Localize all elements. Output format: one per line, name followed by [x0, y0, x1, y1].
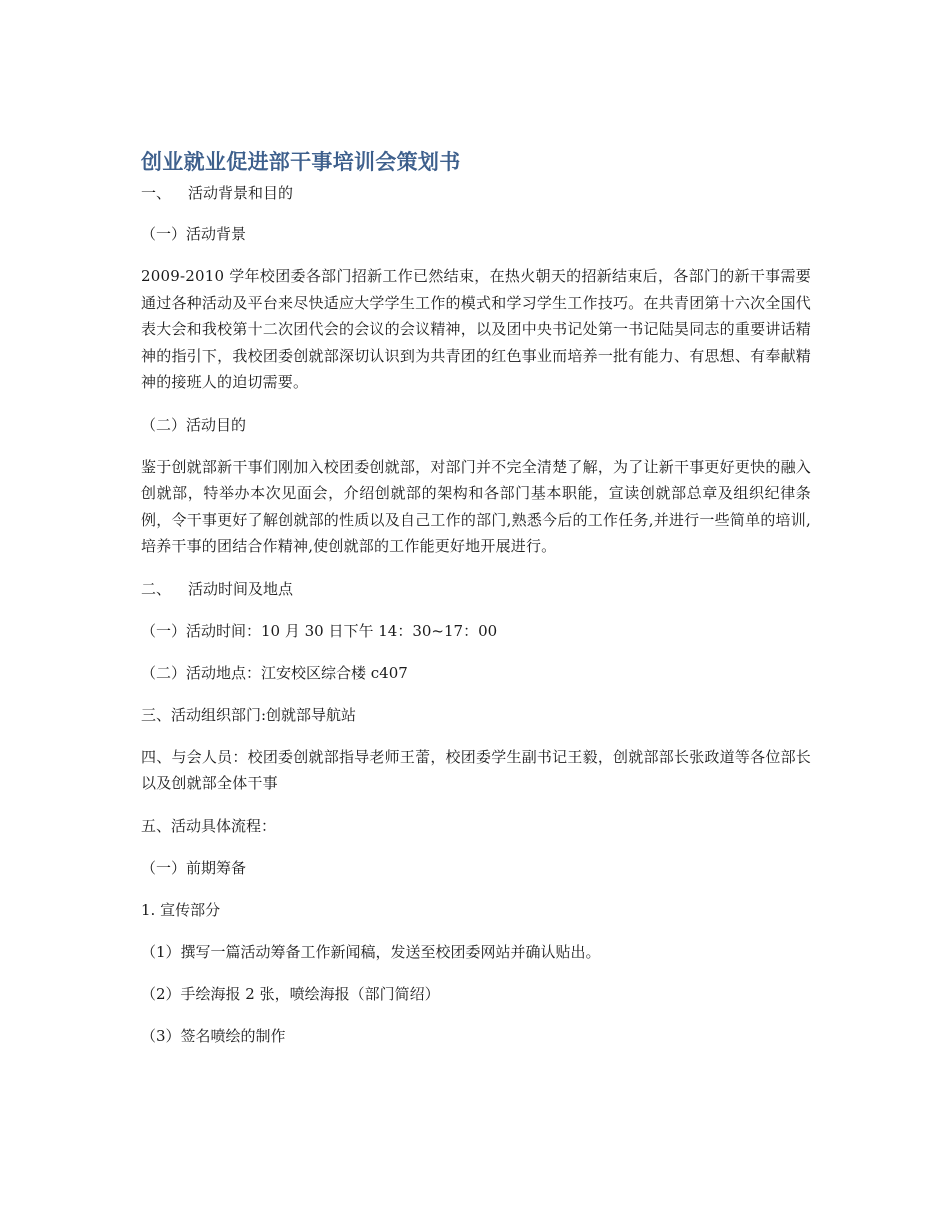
- background-paragraph: 2009-2010 学年校团委各部门招新工作已然结束，在热火朝天的招新结束后，各部门的新干事需要通过各种活动及平台来尽快适应大学学生工作的模式和学习学生工作技巧。在共青团第十六次全国代表大会和我校第十二次团代会的会议的会议精神，以及团中央书记处第一书记陆昊同志的重要讲话精神的指引下，我校团委创就部深切认识到为共青团的红色事业而培养一批有能力、有思想、有奉献精神的接班人的迫切需要。: [141, 267, 811, 391]
- activity-place: （二）活动地点：江安校区综合楼 c407: [141, 663, 408, 682]
- purpose-paragraph: 鉴于创就部新干事们刚加入校团委创就部，对部门并不完全清楚了解，为了让新干事更好更快的融入创就部，特举办本次见面会，介绍创就部的架构和各部门基本职能，宣读创就部总章及组织纪律条例，令干事更好了解创就部的性质以及自己工作的部门,熟悉今后的工作任务,并进行一些简单的培训,培养干事的团结合作精神,使创就部的工作能更好地开展进行。: [141, 457, 811, 555]
- section-5-process: 五、活动具体流程：: [141, 816, 277, 835]
- section-2-number: 二、: [141, 579, 172, 598]
- section-2-heading: [141, 576, 811, 602]
- section-4-attendees: 四、与会人员：校团委创就部指导老师王蕾，校团委学生副书记王毅，创就部部长张政道等各位部长以及创就部全体干事: [141, 747, 811, 792]
- document-content: [141, 148, 811, 1065]
- section-1-heading: [141, 180, 811, 206]
- item-publicity-2: （2）手绘海报 2 张，喷绘海报（部门简绍）: [141, 984, 440, 1003]
- item-publicity: 1. 宣传部分: [141, 900, 221, 919]
- subsection-purpose: （二）活动目的: [141, 415, 247, 434]
- item-publicity-1: （1）撰写一篇活动筹备工作新闻稿，发送至校团委网站并确认贴出。: [141, 942, 601, 961]
- item-publicity-3: （3）签名喷绘的制作: [141, 1026, 286, 1045]
- section-1-number: 一、: [141, 184, 172, 202]
- subsection-background: （一）活动背景: [141, 225, 247, 243]
- section-3-organizer: 三、活动组织部门:创就部导航站: [141, 705, 357, 724]
- document-title: 创业就业促进部干事培训会策划书: [141, 150, 461, 174]
- section-2-title: 活动时间及地点: [188, 579, 294, 598]
- subsection-preparation: （一）前期筹备: [141, 858, 247, 877]
- section-1-title: 活动背景和目的: [188, 184, 294, 202]
- activity-time: （一）活动时间：10 月 30 日下午 14：30~17：00: [141, 621, 498, 640]
